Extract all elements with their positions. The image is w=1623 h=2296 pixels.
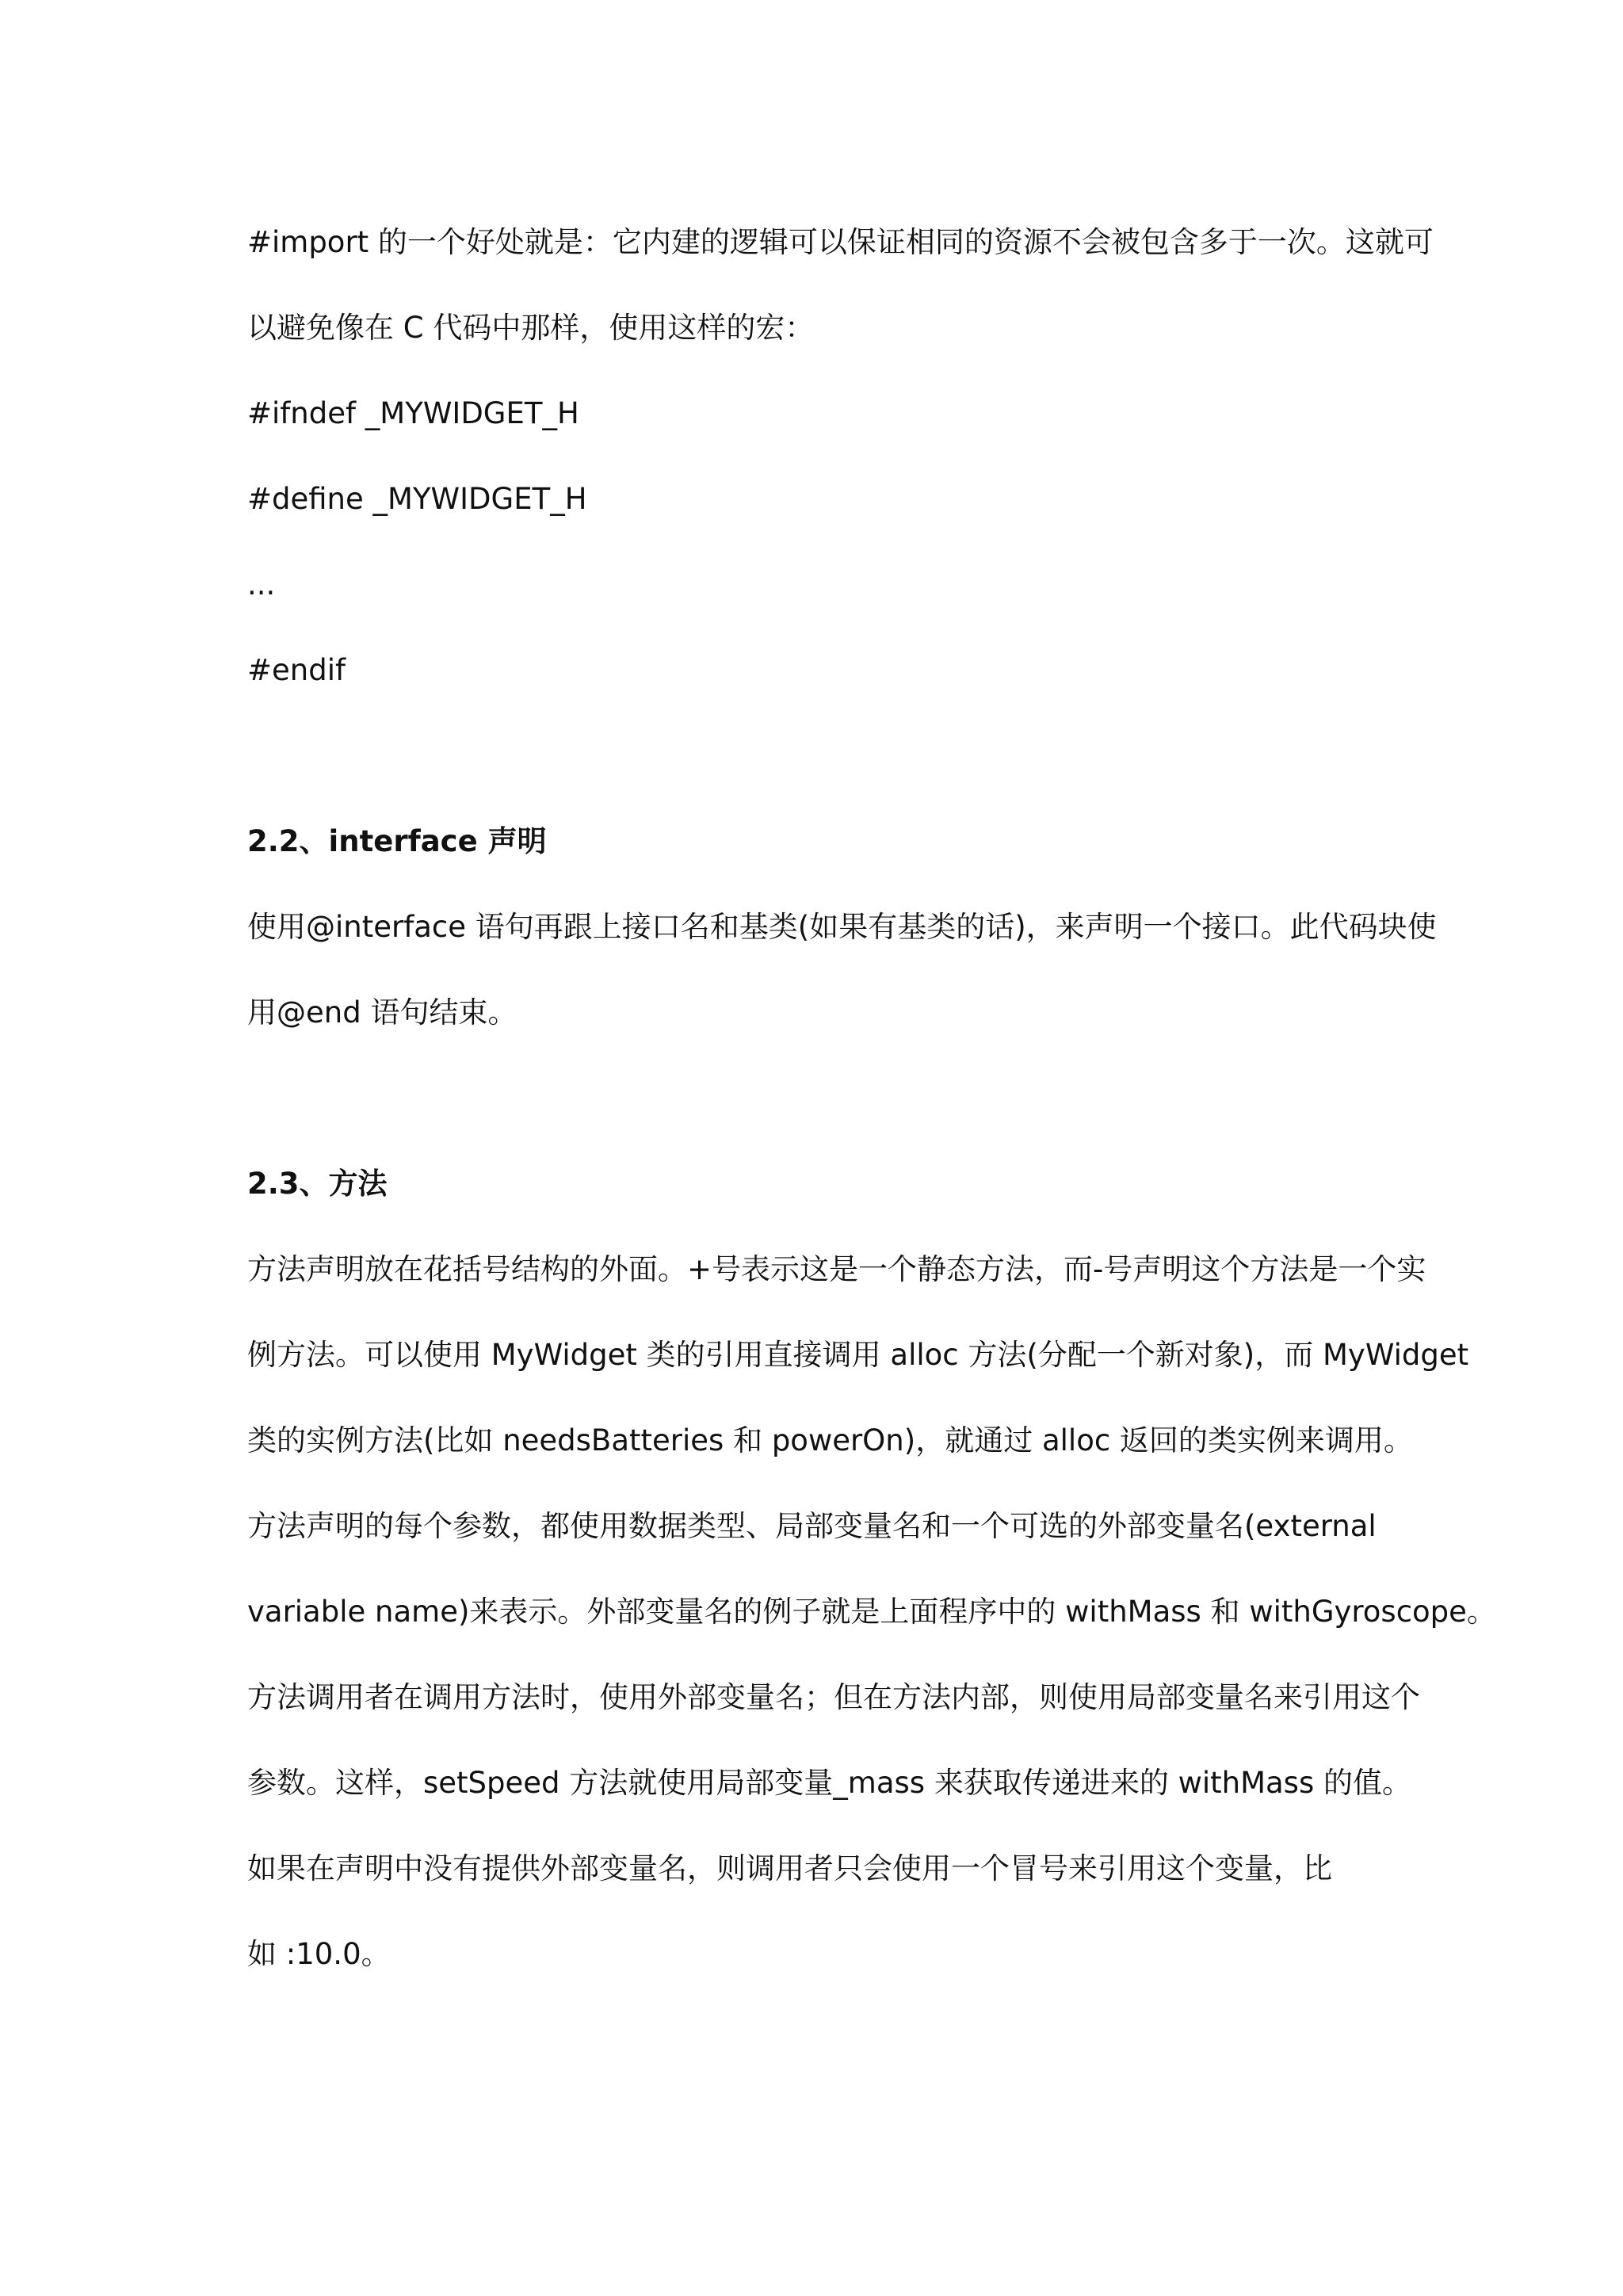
paragraph-line: 类的实例方法(比如 needsBatteries 和 powerOn)，就通过 alloc 返回的类实例来调用。: [247, 1423, 1413, 1457]
paragraph-line: 以避免像在 C 代码中那样，使用这样的宏：: [247, 311, 815, 345]
section-heading: 2.3、方法: [247, 1167, 388, 1201]
code-line: #define _MYWIDGET_H: [247, 482, 587, 516]
paragraph-line: 方法声明的每个参数，都使用数据类型、局部变量名和一个可选的外部变量名(external: [247, 1509, 1377, 1543]
code-line: ...: [247, 567, 276, 602]
paragraph-line: 参数。这样，setSpeed 方法就使用局部变量_mass 来获取传递进来的 withMass 的值。: [247, 1766, 1411, 1800]
methods-section: [247, 1156, 1496, 2012]
paragraph-line: 例方法。可以使用 MyWidget 类的引用直接调用 alloc 方法(分配一个新对象)，而 MyWidget: [247, 1338, 1469, 1372]
paragraph-line: 用@end 语句结束。: [247, 995, 517, 1030]
section-heading: 2.2、interface 声明: [247, 824, 547, 858]
section-spacer: [247, 728, 1388, 814]
paragraph-line: variable name)来表示。外部变量名的例子就是上面程序中的 withMass 和 withGyroscope。: [247, 1595, 1496, 1629]
paragraph-line: 如 :10.0。: [247, 1937, 391, 1971]
section-spacer: [247, 1071, 1388, 1156]
paragraph-line: 方法声明放在花括号结构的外面。+号表示这是一个静态方法，而-号声明这个方法是一个实: [247, 1252, 1426, 1286]
paragraph-line: 如果在声明中没有提供外部变量名，则调用者只会使用一个冒号来引用这个变量，比: [247, 1851, 1332, 1885]
paragraph-line: #import 的一个好处就是：它内建的逻辑可以保证相同的资源不会被包含多于一次。这就可: [247, 225, 1434, 259]
code-line: #ifndef _MYWIDGET_H: [247, 396, 579, 430]
import-section: [247, 215, 1434, 728]
interface-section: [247, 814, 1437, 1071]
paragraph-line: 使用@interface 语句再跟上接口名和基类(如果有基类的话)，来声明一个接口。此代码块使: [247, 910, 1437, 944]
paragraph-line: 方法调用者在调用方法时，使用外部变量名；但在方法内部，则使用局部变量名来引用这个: [247, 1680, 1420, 1714]
code-line: #endif: [247, 653, 346, 687]
document-body: [247, 215, 1496, 2012]
